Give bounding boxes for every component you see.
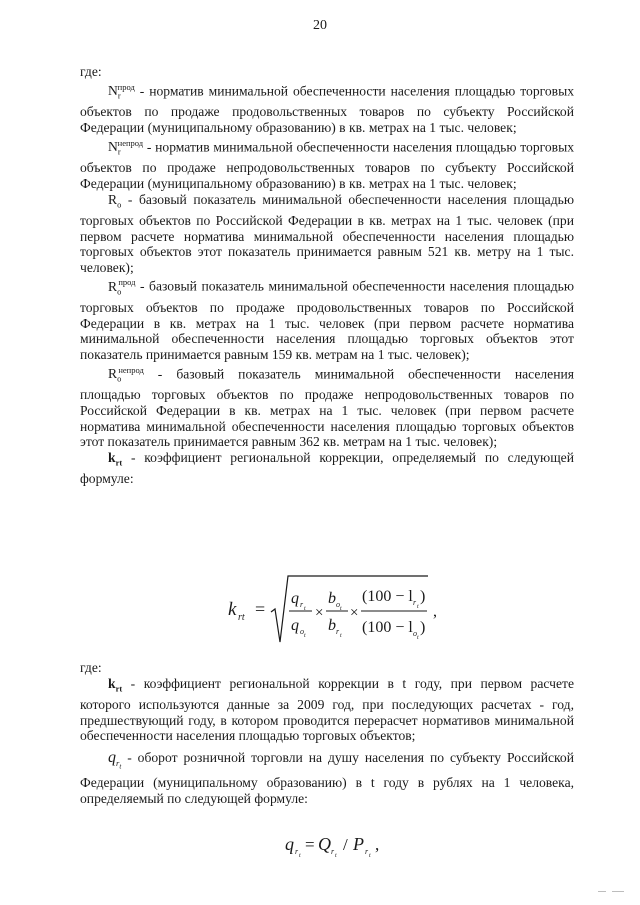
formula-q-comma: ,	[375, 835, 380, 854]
symbol-r0-prod: $R_o^{прод}$	[108, 277, 136, 297]
svg-text:): )	[420, 619, 426, 636]
formula-q-lhs: q	[285, 834, 294, 854]
svg-text:t: t	[340, 633, 342, 639]
frac3-den: (100 − l	[362, 619, 413, 636]
formula-krt-lhs-sub: rt	[238, 612, 245, 623]
svg-text:t: t	[299, 853, 301, 859]
formula-krt	[228, 570, 448, 650]
where-label-2: где:	[80, 660, 102, 675]
svg-text:t: t	[335, 853, 337, 859]
times-1: ×	[315, 605, 324, 621]
svg-text:t: t	[417, 604, 419, 610]
frac2-num: b	[328, 590, 336, 607]
formula-q-Q: Q	[318, 834, 331, 854]
svg-text:o: o	[413, 629, 417, 638]
paragraph-q: $q_{r_t}$ - оборот розничной торговли на душу населения по субъекту Российской Федерации (муниципальному образованию) в t году в рублях на 1 человека, определяемый по следующей формуле:	[80, 748, 574, 806]
svg-text:t: t	[340, 606, 342, 612]
svg-text:r: r	[300, 600, 304, 609]
paragraph-n-prod: $N_r^{прод}$ - норматив минимальной обеспеченности населения площадью торговых объектов по продаже продовольственных товаров по субъекту Российской Федерации (муниципальному образованию) в кв. метрах на 1 тыс. человек;	[80, 81, 574, 136]
formula-krt-comma: ,	[433, 603, 437, 620]
page-number: 20	[313, 18, 327, 33]
svg-text:): )	[420, 588, 426, 605]
formula-q	[285, 826, 395, 866]
symbol-r0: $R_o$	[108, 191, 122, 210]
symbol-q: $q_{r_t}$	[108, 748, 122, 771]
svg-text:r: r	[331, 847, 335, 856]
svg-text:r: r	[336, 627, 340, 636]
document-body-lower	[80, 660, 574, 806]
svg-text:t: t	[369, 853, 371, 859]
document-body	[80, 64, 574, 487]
symbol-r0-neprod: $R_o^{непрод}$	[108, 364, 144, 384]
times-2: ×	[350, 605, 359, 621]
frac1-den: q	[291, 617, 299, 634]
svg-text:t: t	[304, 606, 306, 612]
symbol-n-prod: $N_r^{прод}$	[108, 81, 135, 101]
svg-text:t: t	[417, 635, 419, 641]
paragraph-n-neprod: $N_r^{непрод}$ - норматив минимальной обеспеченности населения площадью торговых объектов по продаже непродовольственных товаров по субъекту Российской Федерации (муниципальному образованию) в кв. метрах на 1 тыс. человек;	[80, 137, 574, 192]
paragraph-r0-prod: $R_o^{прод}$ - базовый показатель минимальной обеспеченности населения площадью торговых объектов по продаже продовольственных товаров по Российской Федерации в кв. метрах на 1 тыс. человек (при первом расчете норматива минимальной обеспеченности населения площадью торговых объектов этот показатель принимается равным 159 кв. метрам на 1 тыс. человек);	[80, 277, 574, 362]
frac1-num: q	[291, 590, 299, 607]
svg-text:o: o	[336, 600, 340, 609]
paragraph-krt: $k_{rt}$ - коэффициент региональной коррекции, определяемый по следующей формуле:	[80, 449, 574, 487]
svg-text:r: r	[295, 847, 299, 856]
formula-q-equals: =	[305, 835, 315, 854]
paragraph-r0-neprod: $R_o^{непрод}$ - базовый показатель минимальной обеспеченности населения площадью торговых объектов по продаже непродовольственных товаров по Российской Федерации в кв. метрах на 1 тыс. человек (при первом расчете норматива минимальной обеспеченности населения площадью торговых объектов этот показатель принимается равным 362 кв. метрам на 1 тыс. человек);	[80, 364, 574, 450]
svg-text:r: r	[365, 847, 369, 856]
svg-text:t: t	[304, 633, 306, 639]
paragraph-krt-2: $k_{rt}$ - коэффициент региональной коррекции в t году, при первом расчете которого используются данные за 2009 год, при последующих расчетах - год, предшествующий году, в котором проводится перерасчет нормативов минимальной обеспеченности населения площадью торговых объектов;	[80, 675, 574, 744]
scan-mark	[612, 891, 624, 892]
formula-krt-equals: =	[255, 599, 266, 619]
symbol-krt: $k_{rt}$	[108, 449, 123, 468]
where-label: где:	[80, 64, 102, 79]
frac3-num: (100 − l	[362, 588, 413, 605]
svg-text:r: r	[413, 598, 417, 607]
svg-text:o: o	[300, 627, 304, 636]
symbol-n-neprod: $N_r^{непрод}$	[108, 137, 144, 157]
paragraph-r0: $R_o$ - базовый показатель минимальной обеспеченности населения площадью торговых объектов по Российской Федерации в кв. метрах на 1 тыс. человек (при первом расчете норматива минимальной обеспеченности населения площадью торговых объектов этот показатель принимается равным 521 кв. метру на 1 тыс. человек);	[80, 191, 574, 275]
formula-krt-lhs: k	[228, 599, 237, 620]
scan-mark	[598, 891, 606, 892]
formula-q-P: P	[353, 834, 364, 854]
formula-q-slash: /	[343, 835, 348, 854]
symbol-krt-2: $k_{rt}$	[108, 675, 123, 694]
frac2-den: b	[328, 617, 336, 634]
